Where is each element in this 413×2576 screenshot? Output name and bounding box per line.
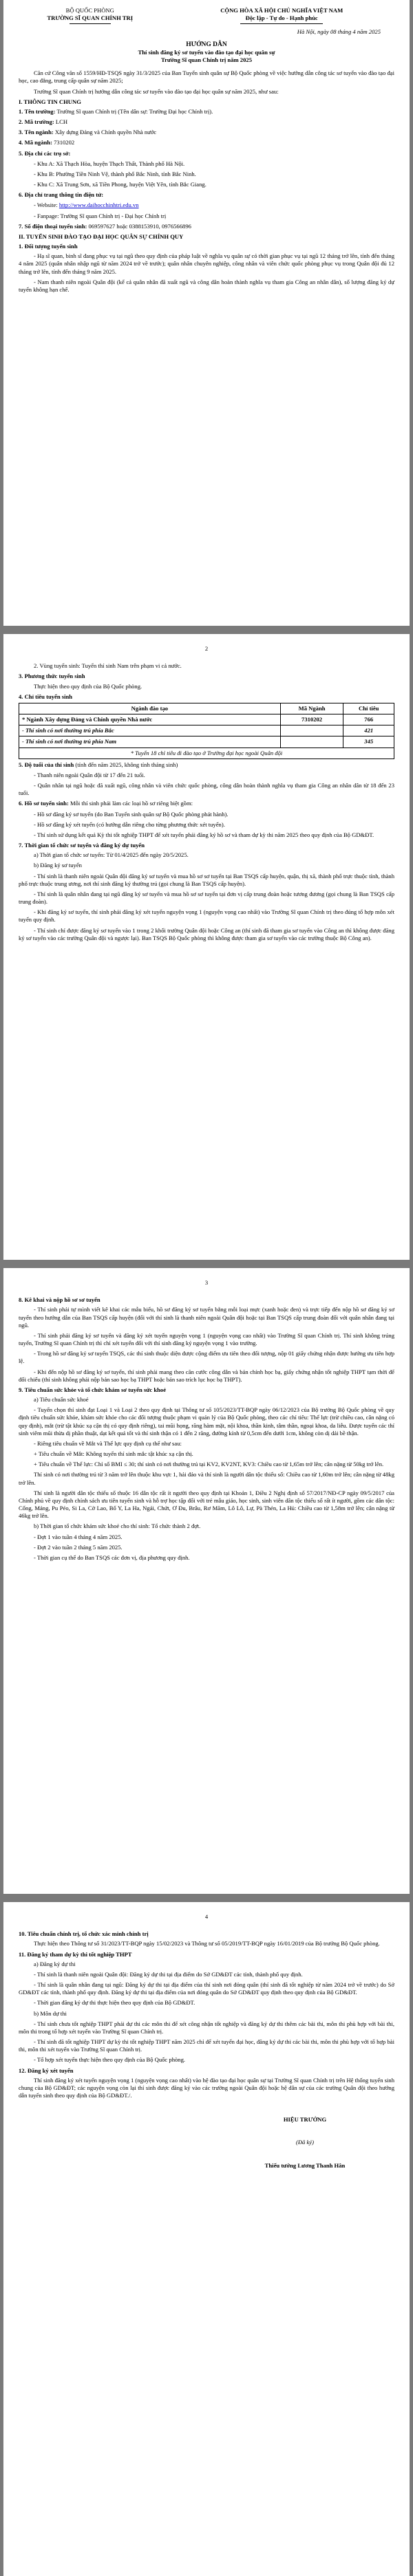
table-row: - Thí sinh có nơi thường trú phía Nam 345: [19, 736, 394, 747]
fanpage-line: - Fanpage: Trường Sĩ quan Chính trị - Đại học Chính trị: [34, 212, 167, 219]
paragraph: Thực hiện theo quy định của Bộ Quốc phòng.: [34, 682, 142, 690]
paragraph: - Đợt 2 vào tuần 2 tháng 5 năm 2025.: [34, 1543, 123, 1551]
paragraph: + Tiêu chuẩn về Mắt: Không tuyển thí sinh mắc tật khúc xạ cận thị.: [34, 1450, 193, 1458]
age-line: 5. Độ tuổi của thí sinh (tính đến năm 2025, không tính tháng sinh): [19, 761, 178, 768]
dossier-line: 6. Hồ sơ tuyển sinh: Mỗi thí sinh phải làm các loại hồ sơ riêng biệt gồm:: [19, 800, 193, 807]
info-line: 1. Tên trường: Trường Sĩ quan Chính trị (Tên dân sự: Trường Đại học Chính trị).: [19, 107, 213, 115]
sub-heading: 1. Đối tượng tuyển sinh: [19, 243, 78, 250]
paragraph: - Đợt 1 vào tuần 4 tháng 4 năm 2025.: [34, 1533, 123, 1540]
doc-title: HƯỚNG DẪN: [186, 41, 227, 48]
document-header: [19, 7, 394, 24]
sub-heading: 8. Kê khai và nộp hồ sơ sơ tuyển: [19, 1296, 100, 1304]
paragraph: - Khi đăng ký sơ tuyển, thí sinh phải đăng ký xét tuyển nguyện vọng 1 (nguyện vọng cao nhất) vào Trường Sĩ quan Chính trị theo đúng tổ hợp môn xét tuyển quy định.: [19, 908, 394, 924]
sub-heading: 7. Thời gian tổ chức sơ tuyển và đăng ký dự tuyển: [19, 842, 145, 849]
sub-heading: 11. Đăng ký tham dự kỳ thi tốt nghiệp THPT: [19, 1950, 132, 1958]
table-header: Chỉ tiêu: [343, 703, 394, 714]
section-heading: II. TUYỂN SINH ĐÀO TẠO ĐẠI HỌC QUÂN SỰ CHÍNH QUY: [19, 232, 184, 240]
info-line: 2. Mã trường: LCH: [19, 118, 68, 126]
page-3: [3, 1268, 410, 1894]
paragraph: b) Thời gian tổ chức khám sức khoẻ cho thí sinh: Tổ chức thành 2 đợt.: [34, 1522, 201, 1530]
web-heading: 6. Địa chỉ trang thông tin điện tử:: [19, 191, 104, 199]
paragraph: - Tuyển chọn thí sinh đạt Loại 1 và Loại 2 theo quy định tại Thông tư số 105/2023/TT-BQP ngày 06/12/2023 của Bộ trưởng Bộ Quốc phòng về quy định tiêu chuẩn sức khỏe, khám sức khỏe cho các đối tượng thuộc phạm vi quản lý của Bộ Quốc phòng, theo các chỉ tiêu: Thể lực (trừ chiều cao, cân nặng có quy định), mắt (trừ tật khúc xạ cận thị có quy định riêng), tai mũi họng, răng hàm mặt, nội khoa, thần kinh, tâm thần, ngoại khoa, da liễu. Được tuyển các thí sinh viêm mũi thừa dị phần thuật, dạt kết quả tốt và thí sinh thận có 1 đến 2 răng, đường kính từ 0,5cm đến dưới 1cm, không còn dị dải bề thận.: [19, 1406, 394, 1437]
paragraph: - Trong hồ sơ đăng ký sơ tuyển TSQS, các thí sinh thuộc diện được cộng điểm ưu tiên theo đối tượng, nộp 01 giấy chứng nhận được hưởng ưu tiên hợp lệ.: [19, 1350, 394, 1365]
sub-heading: 3. Phương thức tuyển sinh: [19, 673, 85, 680]
paragraph: - Hạ sĩ quan, binh sĩ đang phục vụ tại ngũ theo quy định của pháp luật về nghĩa vụ quân sự có thời gian phục vụ tại ngũ 12 tháng trở lên, tính đến tháng 4 năm 2025 (quân nhân nhập ngũ từ năm 2024 trở về trước); quân nhân chuyên nghiệp, công nhân và viên chức quốc phòng phục vụ trong Quân đội đủ 12 tháng trở lên, tính đến tháng 9 năm 2025.: [19, 252, 394, 275]
school-name: TRƯỜNG SĨ QUAN CHÍNH TRỊ: [47, 14, 134, 22]
campus-line: - Khu B: Phường Tiền Ninh Vệ, thành phố Bắc Ninh, tỉnh Bắc Ninh.: [34, 170, 196, 177]
section-heading: I. THÔNG TIN CHUNG: [19, 98, 81, 105]
paragraph: - Thí sinh là thanh niên ngoài Quân đội: Đăng ký dự thi tại địa điểm do Sở GD&ĐT các tỉnh, thành phố quy định.: [34, 1970, 303, 1978]
place-date: Hà Nội, ngày 08 tháng 4 năm 2025: [297, 28, 381, 36]
paragraph: - Tổ hợp xét tuyển thực hiện theo quy định của Bộ Quốc phòng.: [34, 2056, 186, 2064]
country-name: CỘNG HÒA XÃ HỘI CHỦ NGHĨA VIỆT NAM: [220, 7, 343, 14]
paragraph: 2. Vùng tuyển sinh: Tuyển thí sinh Nam trên phạm vi cả nước.: [34, 662, 182, 670]
page-2: [3, 634, 410, 1260]
signer-title: HIỆU TRƯỞNG: [283, 2116, 327, 2124]
paragraph: Thí sinh là người dân tộc thiểu số thuộc 16 dân tộc rất ít người theo quy định tại Khoản 1, Điều 2 Nghị định số 57/2017/NĐ-CP ngày 09/5/2017 của Chính phủ về quy định chính sách ưu tiên tuyển sinh và hỗ trợ học tập đối với trẻ mẫu giáo, học sinh, sinh viên dân tộc thiểu số rất ít người, gồm các dân tộc: Cống, Mảng, Pu Péo, Si La, Cờ Lao, Bố Y, La Ha, Ngái, Chứt, Ơ Đu, Brâu, Rơ Măm, Lô Lô, Lự, Pà Thẻn, La Hủ: Chiều cao từ 1,58m trở lên; cân nặng từ 46kg trở lên.: [19, 1489, 394, 1520]
website-link[interactable]: http://www.daihocchinhtri.edu.vn: [59, 201, 139, 209]
table-header: Mã Ngành: [280, 703, 343, 714]
info-line: 5. Địa chỉ các trụ sở:: [19, 149, 71, 157]
paragraph: a) Đăng ký dự thi: [34, 1960, 76, 1967]
paragraph: - Thí sinh là quân nhân đang tại ngũ: Đăng ký dự thi tại địa điểm của thí sinh nơi đóng quân (thí sinh đã tốt nghiệp từ năm 2024 trở về trước) do Sở GD&ĐT các tỉnh, thành phố quy định. Đăng ký dự thi tại địa điểm của nơi đóng quân do Sở GD&ĐT quy định theo quy định của Bộ GD&ĐT.: [19, 1981, 394, 1996]
paragraph: Thí sinh có nơi thường trú từ 3 năm trở lên thuộc khu vực 1, hải đảo và thí sinh là người dân tộc thiểu số: Chiều cao từ 1,60m trở lên; cân nặng từ 48kg trở lên.: [19, 1471, 394, 1486]
paragraph: a) Thời gian tổ chức sơ tuyển: Từ 01/4/2025 đến ngày 20/5/2025.: [34, 851, 189, 859]
motto: Độc lập - Tự do - Hạnh phúc: [245, 14, 318, 22]
paragraph: - Thí sinh phải tự mình viết kê khai các mẫu biểu, hồ sơ đăng ký sơ tuyển bằng mỗi loại mực (xanh hoặc đen) và trực tiếp đến nộp hồ sơ đăng ký sơ tuyển theo hướng dẫn của Ban TSQS cấp huyện (đối với thí sinh là thanh niên ngoài Quân đội hoặc tại Ban TSQS cấp trung đoàn đối với quân nhân đang tại ngũ.: [19, 1306, 394, 1329]
table-row: * Ngành Xây dựng Đảng và Chính quyền Nhà nước 7310202 766: [19, 714, 394, 725]
info-line: 4. Mã ngành: 7310202: [19, 139, 75, 146]
paragraph: - Hồ sơ đăng ký xét tuyển (có hướng dẫn riêng cho từng phương thức xét tuyển).: [34, 820, 225, 828]
doc-subtitle-1: Thí sinh đăng ký sơ tuyển vào đào tạo đại học quân sự: [138, 48, 275, 56]
paragraph: b) Đăng ký sơ tuyển: [34, 862, 82, 869]
paragraph: Thí sinh đăng ký xét tuyển nguyện vọng 1 (nguyện vọng cao nhất) vào hệ đào tạo đại học quân sự tại Trường Sĩ quan Chính trị trên Hệ thống tuyển sinh chung của Bộ GD&ĐT; các nguyện vọng còn lại thí sinh được đăng ký vào các trường ngoài Quân đội hoặc hệ dân sự của các trường Quân đội theo hướng dẫn tuyển sinh theo quy định của Bộ GD&ĐT./.: [19, 2076, 394, 2099]
quota-table: [19, 703, 394, 759]
paragraph: Thực hiện theo Thông tư số 31/2023/TT-BQP ngày 15/02/2023 và Thông tư số 05/2019/TT-BQP ngày 16/01/2019 của Bộ trưởng Bộ Quốc phòng.: [34, 1940, 380, 1947]
signature-block: [19, 2116, 394, 2170]
table-header: Ngành đào tạo: [19, 703, 281, 714]
campus-line: - Khu C: Xã Trung Sơn, xã Tiền Phong, huyện Việt Yên, tỉnh Bắc Giang.: [34, 181, 206, 188]
page-number: 3: [204, 1279, 209, 1286]
paragraph: + Tiêu chuẩn về Thể lực: Chỉ số BMI ≤ 30; thí sinh có nơi thường trú tại KV2, KV2NT, KV3: Chiều cao từ 1,65m trở lên; cân nặng từ 50kg trở lên.: [34, 1461, 384, 1468]
doc-subtitle-2: Trường Sĩ quan Chính trị năm 2025: [160, 56, 252, 64]
paragraph: - Thanh niên ngoài Quân đội từ 17 đến 21 tuổi.: [34, 771, 145, 778]
intro-paragraph: Trường Sĩ quan Chính trị hướng dẫn công tác sơ tuyển vào đào tạo đại học quân sự năm 2025, như sau:: [34, 87, 279, 95]
paragraph: - Thí sinh sử dụng kết quả Kỳ thi tốt nghiệp THPT để xét tuyển phải đăng ký hồ sơ và tham dự kỳ thi năm 2025 theo quy định của Bộ GD&ĐT.: [34, 831, 374, 838]
intro-paragraph: Căn cứ Công văn số 1559/HĐ-TSQS ngày 31/3/2025 của Ban Tuyển sinh quân sự Bộ Quốc phòng về việc hướng dẫn công tác sơ tuyển vào đào tạo đại học, cao đẳng, trung cấp quân sự năm 2025;: [19, 69, 394, 85]
paragraph: a) Tiêu chuẩn sức khoẻ: [34, 1396, 89, 1404]
paragraph: - Quân nhân tại ngũ hoặc đã xuất ngũ, công nhân và viên chức quốc phòng, công dân hoàn thành nghĩa vụ tham gia Công an nhân dân từ 18 đến 23 tuổi.: [19, 782, 394, 797]
paragraph: - Thí sinh chỉ được đăng ký sơ tuyển vào 1 trong 2 khối trường Quân đội hoặc Công an (thí sinh đã tham gia sơ tuyển vào Công an thì không được đăng ký sơ tuyển vào các trường Quân đội và ngược lại). Ban TSQS Bộ Quốc phòng thì không được tham gia sơ tuyển vào các trường thuộc Bộ Công an).: [19, 926, 394, 941]
ministry-name: BỘ QUỐC PHÒNG: [65, 7, 114, 14]
paragraph: b) Môn dự thi: [34, 2009, 67, 2017]
sub-heading: 12. Đăng ký xét tuyển: [19, 2066, 74, 2074]
website-line: - Website: http://www.daihocchinhtri.edu.vn: [34, 201, 139, 209]
table-row: - Thí sinh có nơi thường trú phía Bắc 421: [19, 725, 394, 736]
paragraph: - Thí sinh chưa tốt nghiệp THPT phải dự thi các môn thi để xét công nhận tốt nghiệp và đăng ký dự thi thêm các bài thi, môn thi phù hợp với bài thi, môn thi trong tổ hợp xét tuyển vào Trường Sĩ quan Chính trị.: [19, 2020, 394, 2035]
paragraph: - Thí sinh là thanh niên ngoài Quân đội đăng ký sơ tuyển và mua hồ sơ sơ tuyển tại Ban TSQS cấp huyện, quận, thị xã, thành phố trực thuộc tỉnh, thành phố trực thuộc trung ương, nơi thí sinh đăng ký thường trú (gọi chung là Ban TSQS cấp huyện).: [19, 872, 394, 887]
sub-heading: 4. Chỉ tiêu tuyển sinh: [19, 692, 73, 700]
campus-line: - Khu A: Xã Thạch Hòa, huyện Thạch Thất, Thành phố Hà Nội.: [34, 160, 185, 167]
sub-heading: 10. Tiêu chuẩn chính trị, tổ chức xác minh chính trị: [19, 1930, 149, 1938]
paragraph: - Thí sinh phải đăng ký sơ tuyển và đăng ký xét tuyển nguyện vọng 1 (nguyện vọng cao nhất) vào Trường Sĩ quan Chính trị. Thí sinh không trúng tuyển, Trường Sĩ quan Chính trị thì chỉ xét tuyển đối với thí sinh đăng ký nguyện vọng 1 vào trường.: [19, 1331, 394, 1347]
page-4: [3, 1902, 410, 2576]
paragraph: - Thí sinh đã tốt nghiệp THPT dự kỳ thi tốt nghiệp THPT năm 2025 chỉ để xét tuyển đại học, đăng ký dự thi các bài thi, môn thi phù hợp với tổ hợp bài thi, môn thi xét tuyển vào Trường Sĩ quan Chính trị.: [19, 2038, 394, 2053]
paragraph: - Riêng tiêu chuẩn về Mắt và Thể lực quy định cụ thể như sau:: [34, 1439, 182, 1447]
paragraph: - Thời gian đăng ký dự thi thực hiện theo quy định của Bộ GD&ĐT.: [34, 1999, 195, 2007]
paragraph: - Khi đến nộp hồ sơ đăng ký sơ tuyển, thí sinh phải mang theo căn cước công dân và bản chính học bạ, giấy chứng nhận tốt nghiệp THPT tạm thời để đối chiếu (thí sinh không phải nộp bản sao học bạ THPT hoặc bản sao trích lục học bạ THPT).: [19, 1368, 394, 1383]
paragraph: - Thời gian cụ thể do Ban TSQS các đơn vị, địa phương quy định.: [34, 1553, 190, 1561]
info-line: 3. Tên ngành: Xây dựng Đảng và Chính quyền Nhà nước: [19, 129, 157, 136]
sub-heading: 9. Tiêu chuẩn sức khỏe và tổ chức khám sơ tuyển sức khoẻ: [19, 1386, 167, 1393]
page-number: 2: [204, 645, 209, 652]
table-row: * Tuyển 18 chỉ tiêu đi đào tạo ở Trường đại học ngoài Quân đội: [19, 747, 394, 758]
signer-name: Thiếu tướng Lương Thanh Hân: [264, 2161, 346, 2169]
phone-line: 7. Số điện thoại tuyển sinh: 069597627 hoặc 0388153910, 0976566896: [19, 222, 191, 230]
page-number: 4: [204, 1913, 209, 1920]
paragraph: - Hồ sơ đăng ký sơ tuyển (do Ban Tuyển sinh quân sự Bộ Quốc phòng phát hành).: [34, 810, 229, 818]
page-1: [3, 0, 410, 626]
signed-note: (Đã ký): [295, 2139, 314, 2146]
paragraph: - Thí sinh là quân nhân đang tại ngũ đăng ký sơ tuyển và mua hồ sơ sơ tuyển tại đơn vị cấp trung đoàn hoặc tương đương (gọi chung là Ban TSQS cấp trung đoàn).: [19, 890, 394, 906]
paragraph: - Nam thanh niên ngoài Quân đội (kể cả quân nhân đã xuất ngũ và công dân hoàn thành nghĩa vụ tham gia Công an nhân dân), số lượng đăng ký dự tuyển không hạn chế.: [19, 278, 394, 293]
